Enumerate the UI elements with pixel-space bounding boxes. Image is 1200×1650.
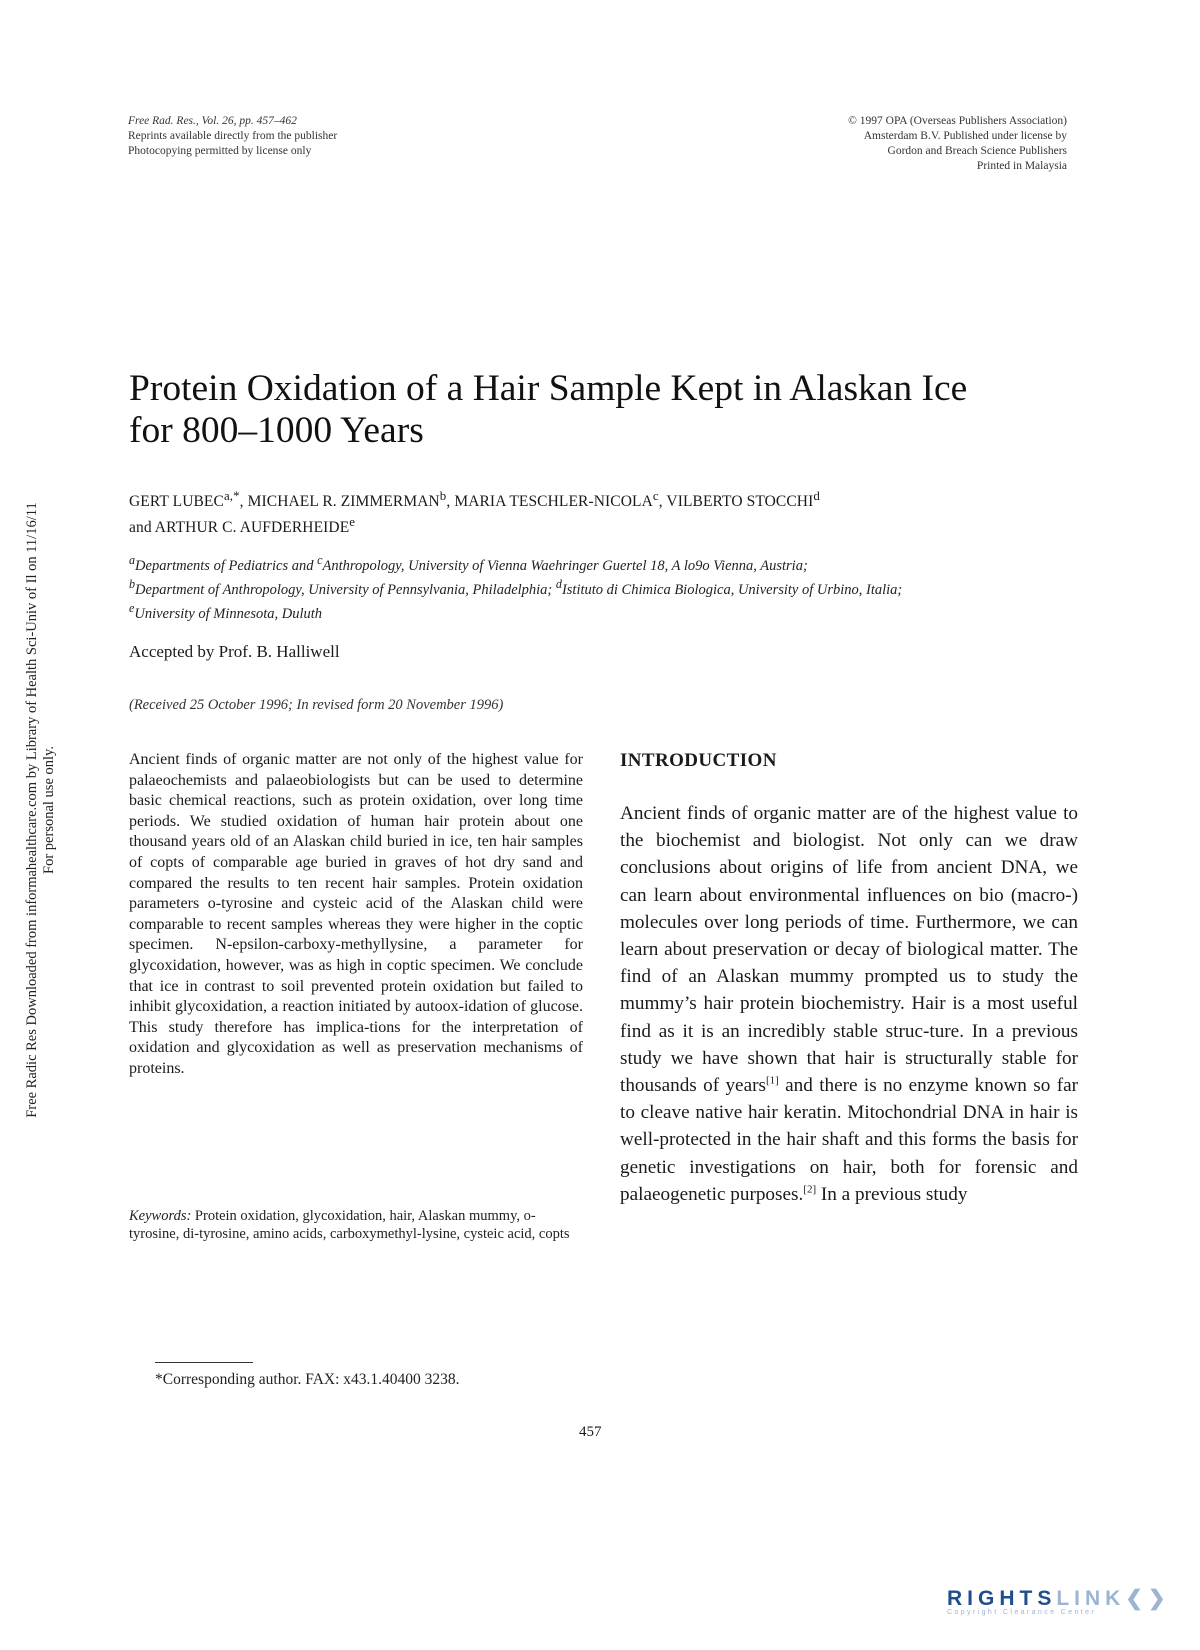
download-watermark: [24, 430, 58, 1190]
page-number: 457: [579, 1424, 602, 1440]
affiliation-line: $^a$Departments of Pediatrics and $^c$Anthropology, University of Vienna Waehringer Guertel 18, A lo9o Vienna, Austria;: [129, 553, 808, 574]
author: GERT $LUBEC^{a,*}$,: [129, 488, 248, 511]
article-title: [129, 368, 1089, 452]
watermark-line: Free Radic Res Downloaded from informahealthcare.com by Library of Health Sci-Univ of Il on 11/16/11: [24, 502, 40, 1118]
rightslink-tagline: Copyright Clearance Center: [947, 1609, 1097, 1616]
rightslink-wordmark: RIGHTSLINK❮❯: [947, 1587, 1171, 1610]
author: MICHAEL R. ZIMMERMAN$^b$,: [247, 488, 455, 511]
copyright-line: © 1997 OPA (Overseas Publishers Association): [848, 115, 1067, 127]
title-line: for 800–1000 Years: [129, 410, 424, 451]
journal-citation: [128, 114, 528, 159]
author: MARIA TESCHLER-NICOLA$^c$,: [454, 488, 667, 511]
keywords-text: Protein oxidation, glycoxidation, hair, Alaskan mummy, o-tyrosine, di-tyrosine, amino acids, carboxymethyl-lysine, cysteic acid, copts: [129, 1208, 570, 1242]
citation-ref[interactable]: [2]: [803, 1183, 817, 1196]
accepted-by: Accepted by Prof. B. Halliwell: [129, 642, 340, 661]
keywords-label: Keywords:: [129, 1208, 192, 1224]
footnote: *Corresponding author. FAX: x43.1.40400 3238.: [155, 1371, 460, 1388]
affiliation-line: $^e$University of Minnesota, Duluth: [129, 600, 323, 622]
section-heading-introduction: INTRODUCTION: [620, 750, 777, 771]
author: VILBERTO STOCCHI$^d$: [666, 488, 820, 511]
citation-line: Photocopying permitted by license only: [128, 145, 312, 157]
received-dates: (Received 25 October 1996; In revised form 20 November 1996): [129, 697, 504, 713]
copyright-line: Printed in Malaysia: [976, 160, 1067, 172]
affiliation-line: $^b$Department of Anthropology, University of Pennsylvania, Philadelphia; $^d$Istituto di Chimica Biologica, University of Urbino, Italia;: [129, 576, 903, 598]
author-list: [129, 486, 1079, 538]
affiliations: [129, 551, 1089, 622]
abstract: Ancient finds of organic matter are not only of the highest value for palaeochemists and palaeobiologists but can be used to determine basic chemical reactions, such as protein oxidation, over long time periods. We studied oxidation of human hair protein about one thousand years old of an Alaskan child buried in ice, ten hair samples of copts of comparable age buried in graves of hot dry sand and compared the results to ten recent hair samples. Protein oxidation parameters o-tyrosine and cysteic acid of the Alaskan child were comparable to recent samples whereas they were higher in the coptic specimen. N-epsilon-carboxy-methyllysine, a parameter for glycoxidation, however, was as high in coptic specimen. We conclude that ice in contrast to soil prevented protein oxidation but failed to inhibit glycoxidation, a reaction initiated by autoox-idation of glucose. This study therefore has implica-tions for the interpretation of oxidation and glycoxidation as well as preservation mechanisms of proteins.: [129, 751, 583, 1077]
footnote-divider: [155, 1362, 253, 1363]
copyright-line: Amsterdam B.V. Published under license by: [863, 130, 1067, 142]
citation-line: Reprints available directly from the publisher: [128, 130, 338, 142]
rightslink-logo[interactable]: [947, 1586, 1187, 1616]
title-line: Protein Oxidation of a Hair Sample Kept in Alaskan Ice: [129, 368, 968, 409]
author: and ARTHUR C. AUFDERHEIDE$^e$: [129, 514, 356, 537]
citation-line: Free Rad. Res., Vol. 26, pp. 457–462: [128, 115, 297, 127]
keywords: [129, 1207, 583, 1243]
copyright-notice: [720, 114, 1067, 174]
introduction-text: Ancient finds of organic matter are of the highest value to the biochemist and biologist. Not only can we draw conclusions about origins of life from ancient DNA, we can learn about environmental influences on bio (macro-) molecules over long periods of time. Furthermore, we can learn about preservation or decay of biological matter. The find of an Alaskan mummy prompted us to study the mummy’s hair protein biochemistry. Hair is a most useful find as it is an incredibly stable struc-ture. In a previous study we have shown that hair is structurally stable for thousands of years[1] and there is no enzyme known so far to cleave native hair keratin. Mitochondrial DNA in hair is well-protected in the hair shaft and this forms the basis for genetic investigations on hair, both for forensic and palaeogenetic purposes.[2] In a previous study: [620, 803, 1078, 1205]
citation-ref[interactable]: [1]: [765, 1074, 779, 1087]
copyright-line: Gordon and Breach Science Publishers: [887, 145, 1067, 157]
watermark-line: For personal use only.: [41, 746, 57, 874]
